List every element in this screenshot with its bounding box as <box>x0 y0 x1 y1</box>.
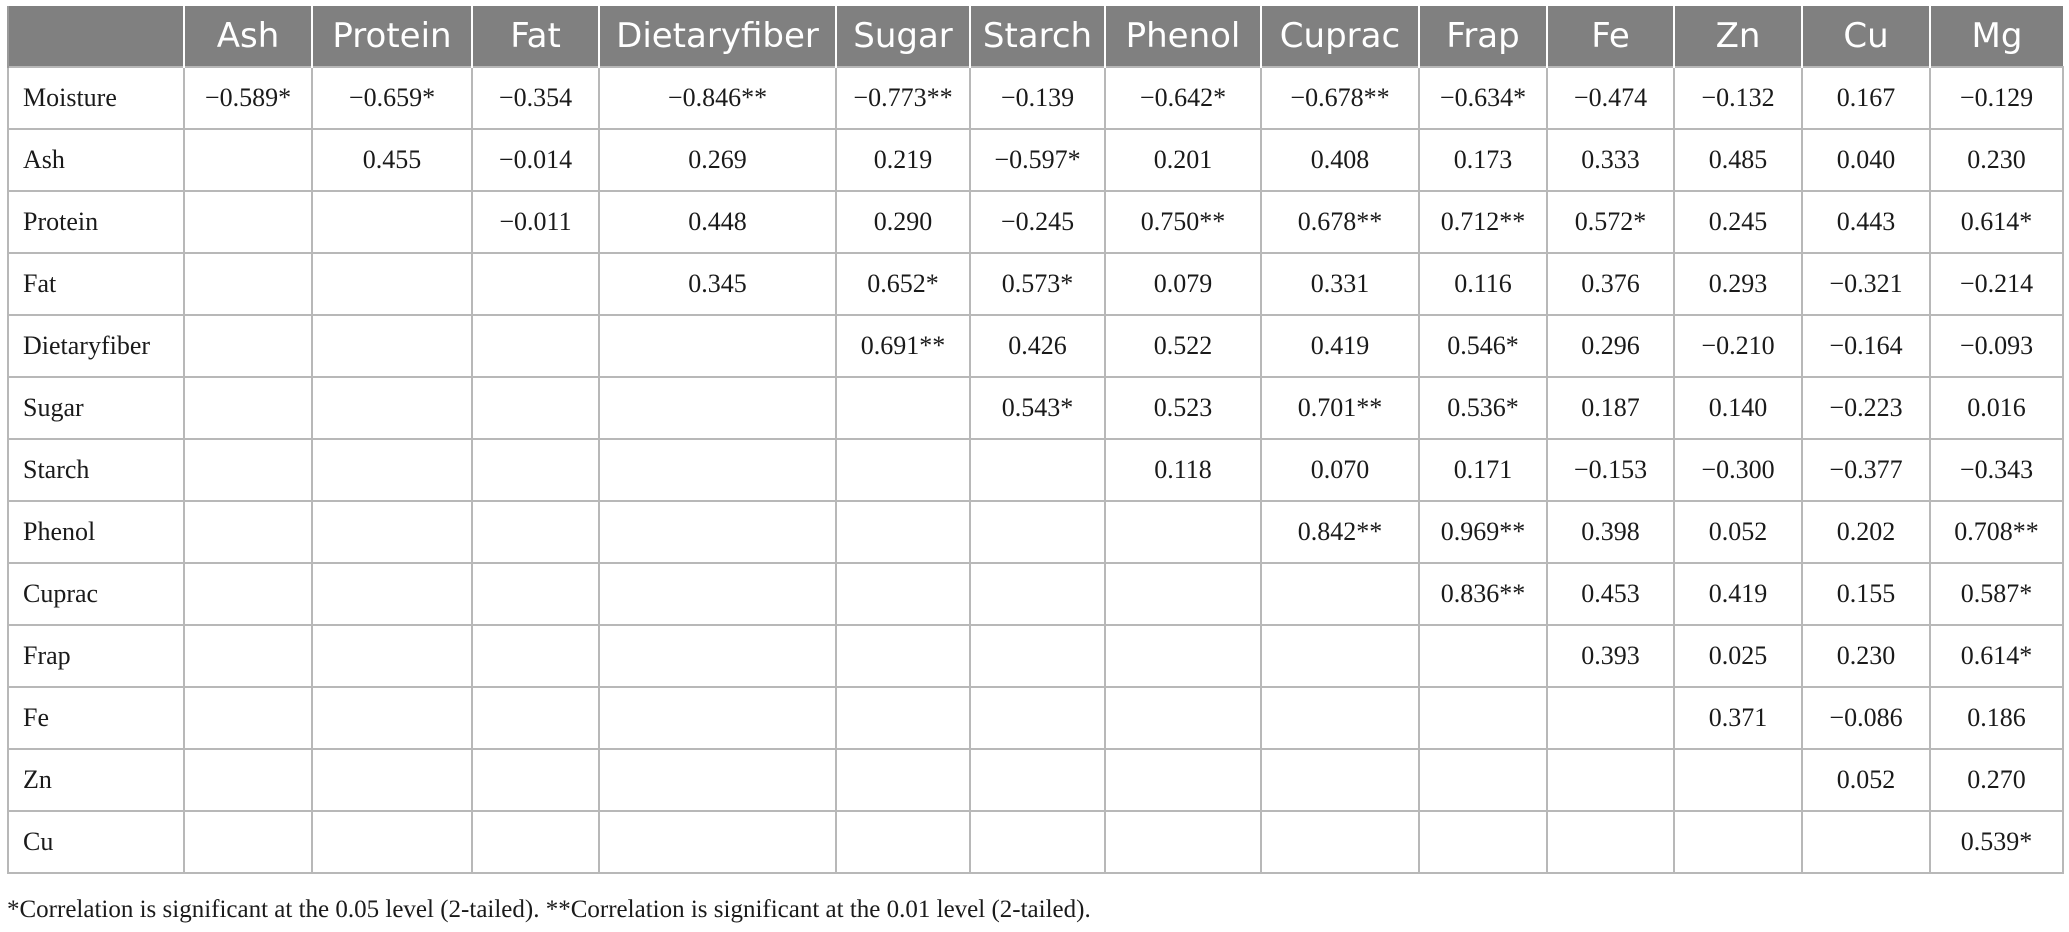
table-cell <box>184 439 312 501</box>
table-row-dietaryfiber <box>8 315 2063 377</box>
table-cell <box>472 625 599 687</box>
table-cell <box>472 811 599 873</box>
table-cell <box>312 191 472 253</box>
column-header-starch: Starch <box>970 6 1105 67</box>
table-cell: 0.290 <box>836 191 970 253</box>
table-cell <box>1419 625 1547 687</box>
table-cell: 0.070 <box>1261 439 1419 501</box>
table-cell <box>184 253 312 315</box>
table-cell: 0.052 <box>1674 501 1802 563</box>
table-cell <box>312 253 472 315</box>
table-cell: 0.455 <box>312 129 472 191</box>
table-cell: 0.171 <box>1419 439 1547 501</box>
table-cell: 0.572* <box>1547 191 1674 253</box>
table-cell: 0.701** <box>1261 377 1419 439</box>
table-cell <box>184 377 312 439</box>
table-cell: −0.011 <box>472 191 599 253</box>
table-row-zn <box>8 749 2063 811</box>
table-cell: 0.708** <box>1930 501 2063 563</box>
table-cell: 0.219 <box>836 129 970 191</box>
table-cell <box>599 501 836 563</box>
column-header-zn: Zn <box>1674 6 1802 67</box>
table-cell: 0.842** <box>1261 501 1419 563</box>
table-cell <box>472 501 599 563</box>
table-cell: −0.164 <box>1802 315 1930 377</box>
row-label: Dietaryfiber <box>8 315 184 377</box>
table-cell <box>599 315 836 377</box>
table-cell <box>599 625 836 687</box>
table-row-fat <box>8 253 2063 315</box>
table-cell <box>184 687 312 749</box>
table-cell <box>472 439 599 501</box>
table-cell: 0.167 <box>1802 67 1930 129</box>
row-label: Fat <box>8 253 184 315</box>
table-row-phenol <box>8 501 2063 563</box>
header-corner <box>8 6 184 67</box>
table-cell: 0.040 <box>1802 129 1930 191</box>
column-header-mg: Mg <box>1930 6 2063 67</box>
table-cell: −0.153 <box>1547 439 1674 501</box>
table-cell: −0.659* <box>312 67 472 129</box>
table-cell: −0.354 <box>472 67 599 129</box>
table-cell <box>970 625 1105 687</box>
table-cell: 0.186 <box>1930 687 2063 749</box>
table-cell <box>312 439 472 501</box>
table-body <box>8 67 2063 873</box>
table-cell <box>1261 811 1419 873</box>
table-cell: −0.678** <box>1261 67 1419 129</box>
table-cell: 0.376 <box>1547 253 1674 315</box>
table-cell: −0.214 <box>1930 253 2063 315</box>
table-cell <box>836 749 970 811</box>
column-header-frap: Frap <box>1419 6 1547 67</box>
table-cell <box>836 687 970 749</box>
table-cell: 0.453 <box>1547 563 1674 625</box>
table-cell: −0.846** <box>599 67 836 129</box>
table-cell <box>970 501 1105 563</box>
table-cell: 0.025 <box>1674 625 1802 687</box>
table-cell: −0.086 <box>1802 687 1930 749</box>
table-cell: 0.079 <box>1105 253 1261 315</box>
table-cell: 0.443 <box>1802 191 1930 253</box>
table-cell: −0.245 <box>970 191 1105 253</box>
table-cell <box>1261 687 1419 749</box>
table-cell <box>184 625 312 687</box>
table-cell: 0.969** <box>1419 501 1547 563</box>
column-header-fe: Fe <box>1547 6 1674 67</box>
table-cell: 0.448 <box>599 191 836 253</box>
table-cell: 0.614* <box>1930 625 2063 687</box>
table-cell: 0.522 <box>1105 315 1261 377</box>
table-cell <box>836 439 970 501</box>
table-cell <box>312 687 472 749</box>
table-cell: 0.546* <box>1419 315 1547 377</box>
table-cell: 0.536* <box>1419 377 1547 439</box>
table-cell <box>184 129 312 191</box>
table-cell: 0.140 <box>1674 377 1802 439</box>
table-cell: 0.408 <box>1261 129 1419 191</box>
table-cell <box>312 377 472 439</box>
table-cell: 0.485 <box>1674 129 1802 191</box>
table-cell: −0.589* <box>184 67 312 129</box>
table-cell: −0.634* <box>1419 67 1547 129</box>
table-cell: 0.419 <box>1261 315 1419 377</box>
table-cell <box>1105 811 1261 873</box>
column-header-fat: Fat <box>472 6 599 67</box>
table-cell <box>1674 811 1802 873</box>
table-cell: 0.712** <box>1419 191 1547 253</box>
table-cell <box>1419 749 1547 811</box>
table-cell <box>1802 811 1930 873</box>
correlation-table-container <box>7 6 2062 874</box>
table-cell <box>1105 563 1261 625</box>
table-cell: 0.269 <box>599 129 836 191</box>
table-cell: −0.132 <box>1674 67 1802 129</box>
table-cell: −0.343 <box>1930 439 2063 501</box>
table-cell <box>312 625 472 687</box>
table-cell <box>1547 811 1674 873</box>
table-cell <box>599 563 836 625</box>
table-cell: 0.691** <box>836 315 970 377</box>
table-cell: −0.642* <box>1105 67 1261 129</box>
table-row-cu <box>8 811 2063 873</box>
table-cell <box>836 377 970 439</box>
table-cell: −0.321 <box>1802 253 1930 315</box>
table-cell: 0.116 <box>1419 253 1547 315</box>
table-cell: −0.139 <box>970 67 1105 129</box>
table-cell <box>184 811 312 873</box>
table-cell <box>1261 625 1419 687</box>
column-header-cuprac: Cuprac <box>1261 6 1419 67</box>
table-cell <box>1105 501 1261 563</box>
table-cell: 0.523 <box>1105 377 1261 439</box>
table-cell: 0.345 <box>599 253 836 315</box>
table-cell: 0.270 <box>1930 749 2063 811</box>
row-label: Zn <box>8 749 184 811</box>
table-cell: −0.093 <box>1930 315 2063 377</box>
row-label: Moisture <box>8 67 184 129</box>
row-label: Phenol <box>8 501 184 563</box>
table-cell: 0.245 <box>1674 191 1802 253</box>
table-cell <box>970 439 1105 501</box>
table-cell <box>184 315 312 377</box>
table-row-ash <box>8 129 2063 191</box>
table-cell <box>1105 749 1261 811</box>
table-cell <box>472 253 599 315</box>
table-cell <box>312 315 472 377</box>
table-cell: 0.230 <box>1930 129 2063 191</box>
table-cell <box>1419 811 1547 873</box>
row-label: Cuprac <box>8 563 184 625</box>
table-cell: −0.223 <box>1802 377 1930 439</box>
table-cell: −0.014 <box>472 129 599 191</box>
table-cell: 0.426 <box>970 315 1105 377</box>
row-label: Frap <box>8 625 184 687</box>
table-cell <box>599 687 836 749</box>
row-label: Starch <box>8 439 184 501</box>
table-footnote: *Correlation is significant at the 0.05 level (2-tailed). **Correlation is significant at the 0.01 level (2-tailed). <box>7 896 1091 923</box>
row-label: Ash <box>8 129 184 191</box>
table-cell: 0.539* <box>1930 811 2063 873</box>
table-cell: 0.836** <box>1419 563 1547 625</box>
table-row-sugar <box>8 377 2063 439</box>
table-cell <box>970 563 1105 625</box>
table-cell <box>184 749 312 811</box>
row-label: Fe <box>8 687 184 749</box>
table-cell <box>312 749 472 811</box>
table-cell: 0.230 <box>1802 625 1930 687</box>
table-cell: 0.187 <box>1547 377 1674 439</box>
column-header-phenol: Phenol <box>1105 6 1261 67</box>
table-cell <box>1261 563 1419 625</box>
table-row-starch <box>8 439 2063 501</box>
table-cell <box>312 501 472 563</box>
column-header-protein: Protein <box>312 6 472 67</box>
table-row-protein <box>8 191 2063 253</box>
row-label: Cu <box>8 811 184 873</box>
column-header-ash: Ash <box>184 6 312 67</box>
table-cell: 0.543* <box>970 377 1105 439</box>
table-cell: −0.597* <box>970 129 1105 191</box>
table-header-row <box>8 6 2063 67</box>
row-label: Protein <box>8 191 184 253</box>
table-cell: −0.210 <box>1674 315 1802 377</box>
table-row-moisture <box>8 67 2063 129</box>
table-cell <box>1674 749 1802 811</box>
table-cell: 0.587* <box>1930 563 2063 625</box>
table-cell: 0.155 <box>1802 563 1930 625</box>
table-cell: 0.419 <box>1674 563 1802 625</box>
table-row-fe <box>8 687 2063 749</box>
table-cell: 0.371 <box>1674 687 1802 749</box>
table-cell: 0.293 <box>1674 253 1802 315</box>
table-row-frap <box>8 625 2063 687</box>
table-cell: −0.129 <box>1930 67 2063 129</box>
table-cell <box>1419 687 1547 749</box>
table-cell <box>836 811 970 873</box>
table-cell: 0.296 <box>1547 315 1674 377</box>
column-header-sugar: Sugar <box>836 6 970 67</box>
table-cell <box>312 563 472 625</box>
row-label: Sugar <box>8 377 184 439</box>
table-cell <box>1547 749 1674 811</box>
table-cell <box>599 377 836 439</box>
table-cell <box>472 315 599 377</box>
table-cell: 0.614* <box>1930 191 2063 253</box>
table-cell: 0.393 <box>1547 625 1674 687</box>
table-cell: −0.474 <box>1547 67 1674 129</box>
table-cell: 0.331 <box>1261 253 1419 315</box>
table-cell: 0.333 <box>1547 129 1674 191</box>
column-header-cu: Cu <box>1802 6 1930 67</box>
table-cell: 0.398 <box>1547 501 1674 563</box>
table-cell <box>1261 749 1419 811</box>
table-cell: 0.118 <box>1105 439 1261 501</box>
table-cell <box>472 687 599 749</box>
table-cell <box>970 749 1105 811</box>
table-cell <box>836 625 970 687</box>
table-cell <box>184 501 312 563</box>
table-cell <box>970 687 1105 749</box>
table-cell: 0.052 <box>1802 749 1930 811</box>
table-cell <box>472 563 599 625</box>
table-cell <box>184 563 312 625</box>
table-cell: −0.377 <box>1802 439 1930 501</box>
table-cell <box>1105 687 1261 749</box>
table-cell <box>184 191 312 253</box>
table-cell: −0.300 <box>1674 439 1802 501</box>
column-header-dietaryfiber: Dietaryfiber <box>599 6 836 67</box>
table-cell: 0.202 <box>1802 501 1930 563</box>
table-cell: 0.173 <box>1419 129 1547 191</box>
table-cell <box>836 501 970 563</box>
table-cell <box>1105 625 1261 687</box>
table-cell: 0.016 <box>1930 377 2063 439</box>
correlation-table <box>7 6 2064 874</box>
table-cell <box>836 563 970 625</box>
table-cell <box>970 811 1105 873</box>
table-cell <box>1547 687 1674 749</box>
table-cell <box>599 749 836 811</box>
table-cell: 0.750** <box>1105 191 1261 253</box>
table-cell: 0.573* <box>970 253 1105 315</box>
table-cell: 0.678** <box>1261 191 1419 253</box>
table-cell <box>599 439 836 501</box>
table-cell <box>472 749 599 811</box>
table-cell <box>599 811 836 873</box>
table-cell <box>312 811 472 873</box>
table-row-cuprac <box>8 563 2063 625</box>
table-cell: 0.652* <box>836 253 970 315</box>
table-cell: 0.201 <box>1105 129 1261 191</box>
table-cell <box>472 377 599 439</box>
table-cell: −0.773** <box>836 67 970 129</box>
